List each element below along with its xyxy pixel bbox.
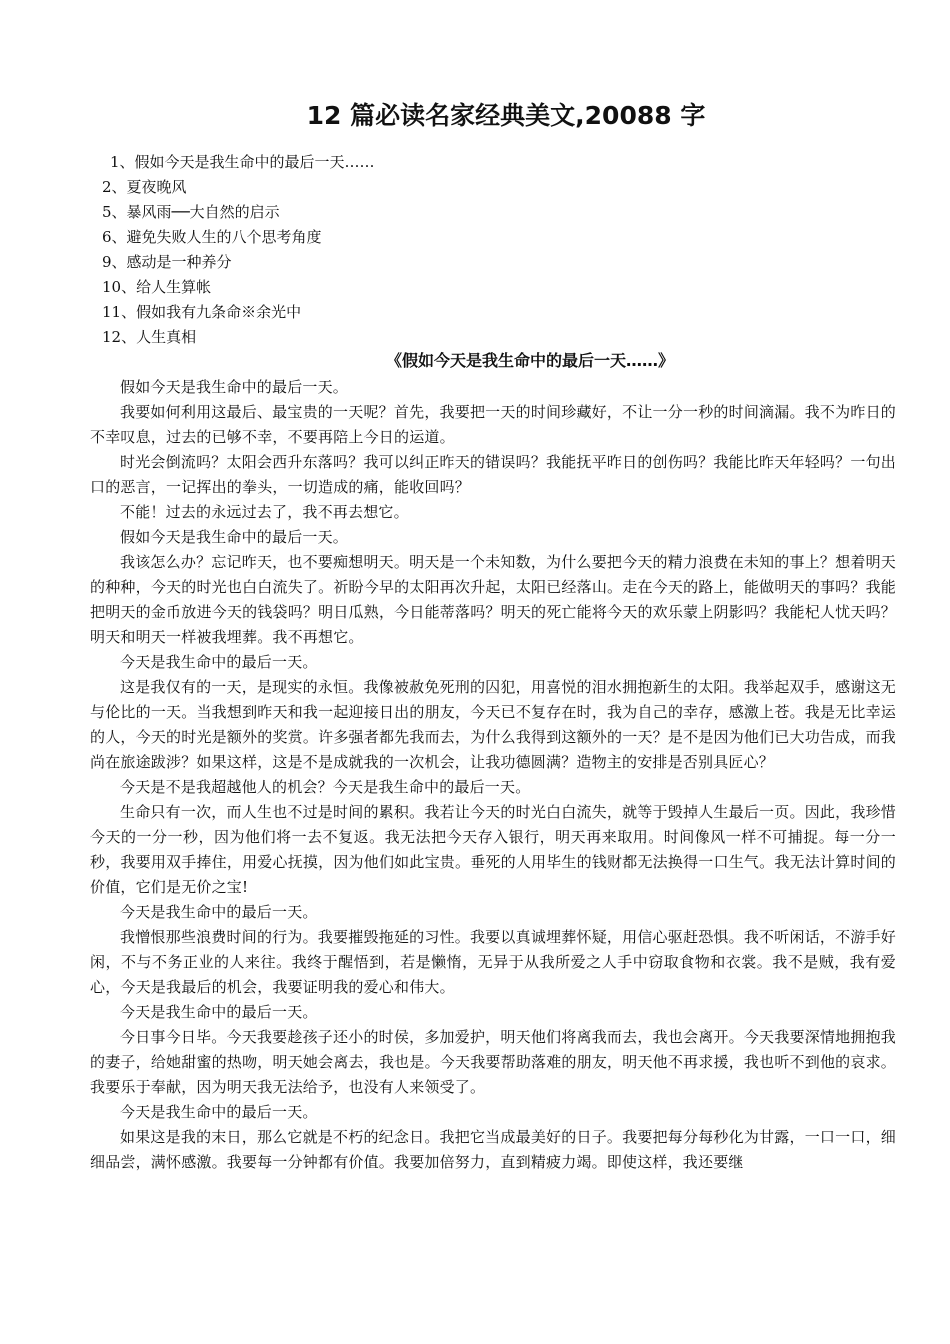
- toc-item: 6、避免失败人生的八个思考角度: [102, 228, 322, 246]
- toc-item: 10、给人生算帐: [102, 278, 212, 296]
- paragraph: 今天是不是我超越他人的机会？今天是我生命中的最后一天。: [120, 778, 531, 796]
- paragraph: 我憎恨那些浪费时间的行为。我要摧毁拖延的习性。我要以真诚埋葬怀疑，用信心驱赶恐惧。我不听闲话，不游手好闲，不与不务正业的人来往。我终于醒悟到，若是懒惰，无异于从我所爱之人手中窃取食物和衣裳。我不是贼，我有爱心，今天是我最后的机会，我要证明我的爱心和伟大。: [90, 928, 896, 996]
- table-of-contents: [0, 150, 950, 350]
- paragraph: 假如今天是我生命中的最后一天。: [120, 378, 349, 396]
- paragraph: 今天是我生命中的最后一天。: [120, 1003, 318, 1021]
- paragraph: 今天是我生命中的最后一天。: [120, 1103, 318, 1121]
- paragraph: 今天是我生命中的最后一天。: [120, 903, 318, 921]
- article-body: [90, 375, 896, 1175]
- paragraph: 生命只有一次，而人生也不过是时间的累积。我若让今天的时光白白流失，就等于毁掉人生最后一页。因此，我珍惜今天的一分一秒，因为他们将一去不复返。我无法把今天存入银行，明天再来取用。时间像风一样不可捕捉。每一分一秒，我要用双手捧住，用爱心抚摸，因为他们如此宝贵。垂死的人用毕生的钱财都无法换得一口生气。我无法计算时间的价值，它们是无价之宝!: [90, 803, 896, 896]
- toc-item: 5、暴风雨──大自然的启示: [102, 203, 280, 221]
- paragraph: 今日事今日毕。今天我要趁孩子还小的时侯，多加爱护，明天他们将离我而去，我也会离开。今天我要深情地拥抱我的妻子，给她甜蜜的热吻，明天她会离去，我也是。今天我要帮助落难的朋友，明天他不再求援，我也听不到他的哀求。我要乐于奉献，因为明天我无法给予，也没有人来领受了。: [90, 1028, 896, 1096]
- paragraph: 我要如何利用这最后、最宝贵的一天呢？首先，我要把一天的时间珍藏好，不让一分一秒的时间滴漏。我不为昨日的不幸叹息，过去的已够不幸，不要再陪上今日的运道。: [90, 403, 896, 446]
- toc-item: 1、假如今天是我生命中的最后一天……: [110, 153, 375, 171]
- document-title: 12 篇必读名家经典美文,20088 字: [306, 101, 706, 130]
- paragraph: 我该怎么办？忘记昨天，也不要痴想明天。明天是一个未知数，为什么要把今天的精力浪费在未知的事上？想着明天的种种，今天的时光也白白流失了。祈盼今早的太阳再次升起，太阳已经落山。走在今天的路上，能做明天的事吗？我能把明天的金币放进今天的钱袋吗？明日瓜熟，今日能蒂落吗？明天的死亡能将今天的欢乐蒙上阴影吗？我能杞人忧天吗？明天和明天一样被我埋葬。我不再想它。: [90, 553, 896, 646]
- toc-item: 12、人生真相: [102, 328, 197, 346]
- toc-item: 11、假如我有九条命※余光中: [102, 303, 302, 321]
- paragraph: 今天是我生命中的最后一天。: [120, 653, 318, 671]
- paragraph: 这是我仅有的一天，是现实的永恒。我像被赦免死刑的囚犯，用喜悦的泪水拥抱新生的太阳。我举起双手，感谢这无与伦比的一天。当我想到昨天和我一起迎接日出的朋友，今天已不复存在时，我为自己的幸存，感激上苍。我是无比幸运的人，今天的时光是额外的奖赏。许多强者都先我而去，为什么我得到这额外的一天？是不是因为他们已大功告成，而我尚在旅途跋涉？如果这样，这是不是成就我的一次机会，让我功德圆满？造物主的安排是否别具匠心？: [90, 678, 896, 771]
- paragraph: 不能！过去的永远过去了，我不再去想它。: [120, 503, 409, 521]
- toc-item: 2、夏夜晚风: [102, 178, 187, 196]
- paragraph: 假如今天是我生命中的最后一天。: [120, 528, 349, 546]
- toc-item: 9、感动是一种养分: [102, 253, 232, 271]
- paragraph: 如果这是我的末日，那么它就是不朽的纪念日。我把它当成最美好的日子。我要把每分每秒化为甘露，一口一口，细细品尝，满怀感激。我要每一分钟都有价值。我要加倍努力，直到精疲力竭。即使这样，我还要继: [90, 1128, 896, 1171]
- section-title: 《假如今天是我生命中的最后一天……》: [385, 351, 674, 370]
- paragraph: 时光会倒流吗？太阳会西升东落吗？我可以纠正昨天的错误吗？我能抚平昨日的创伤吗？我能比昨天年轻吗？一句出口的恶言，一记挥出的拳头，一切造成的痛，能收回吗？: [90, 453, 896, 496]
